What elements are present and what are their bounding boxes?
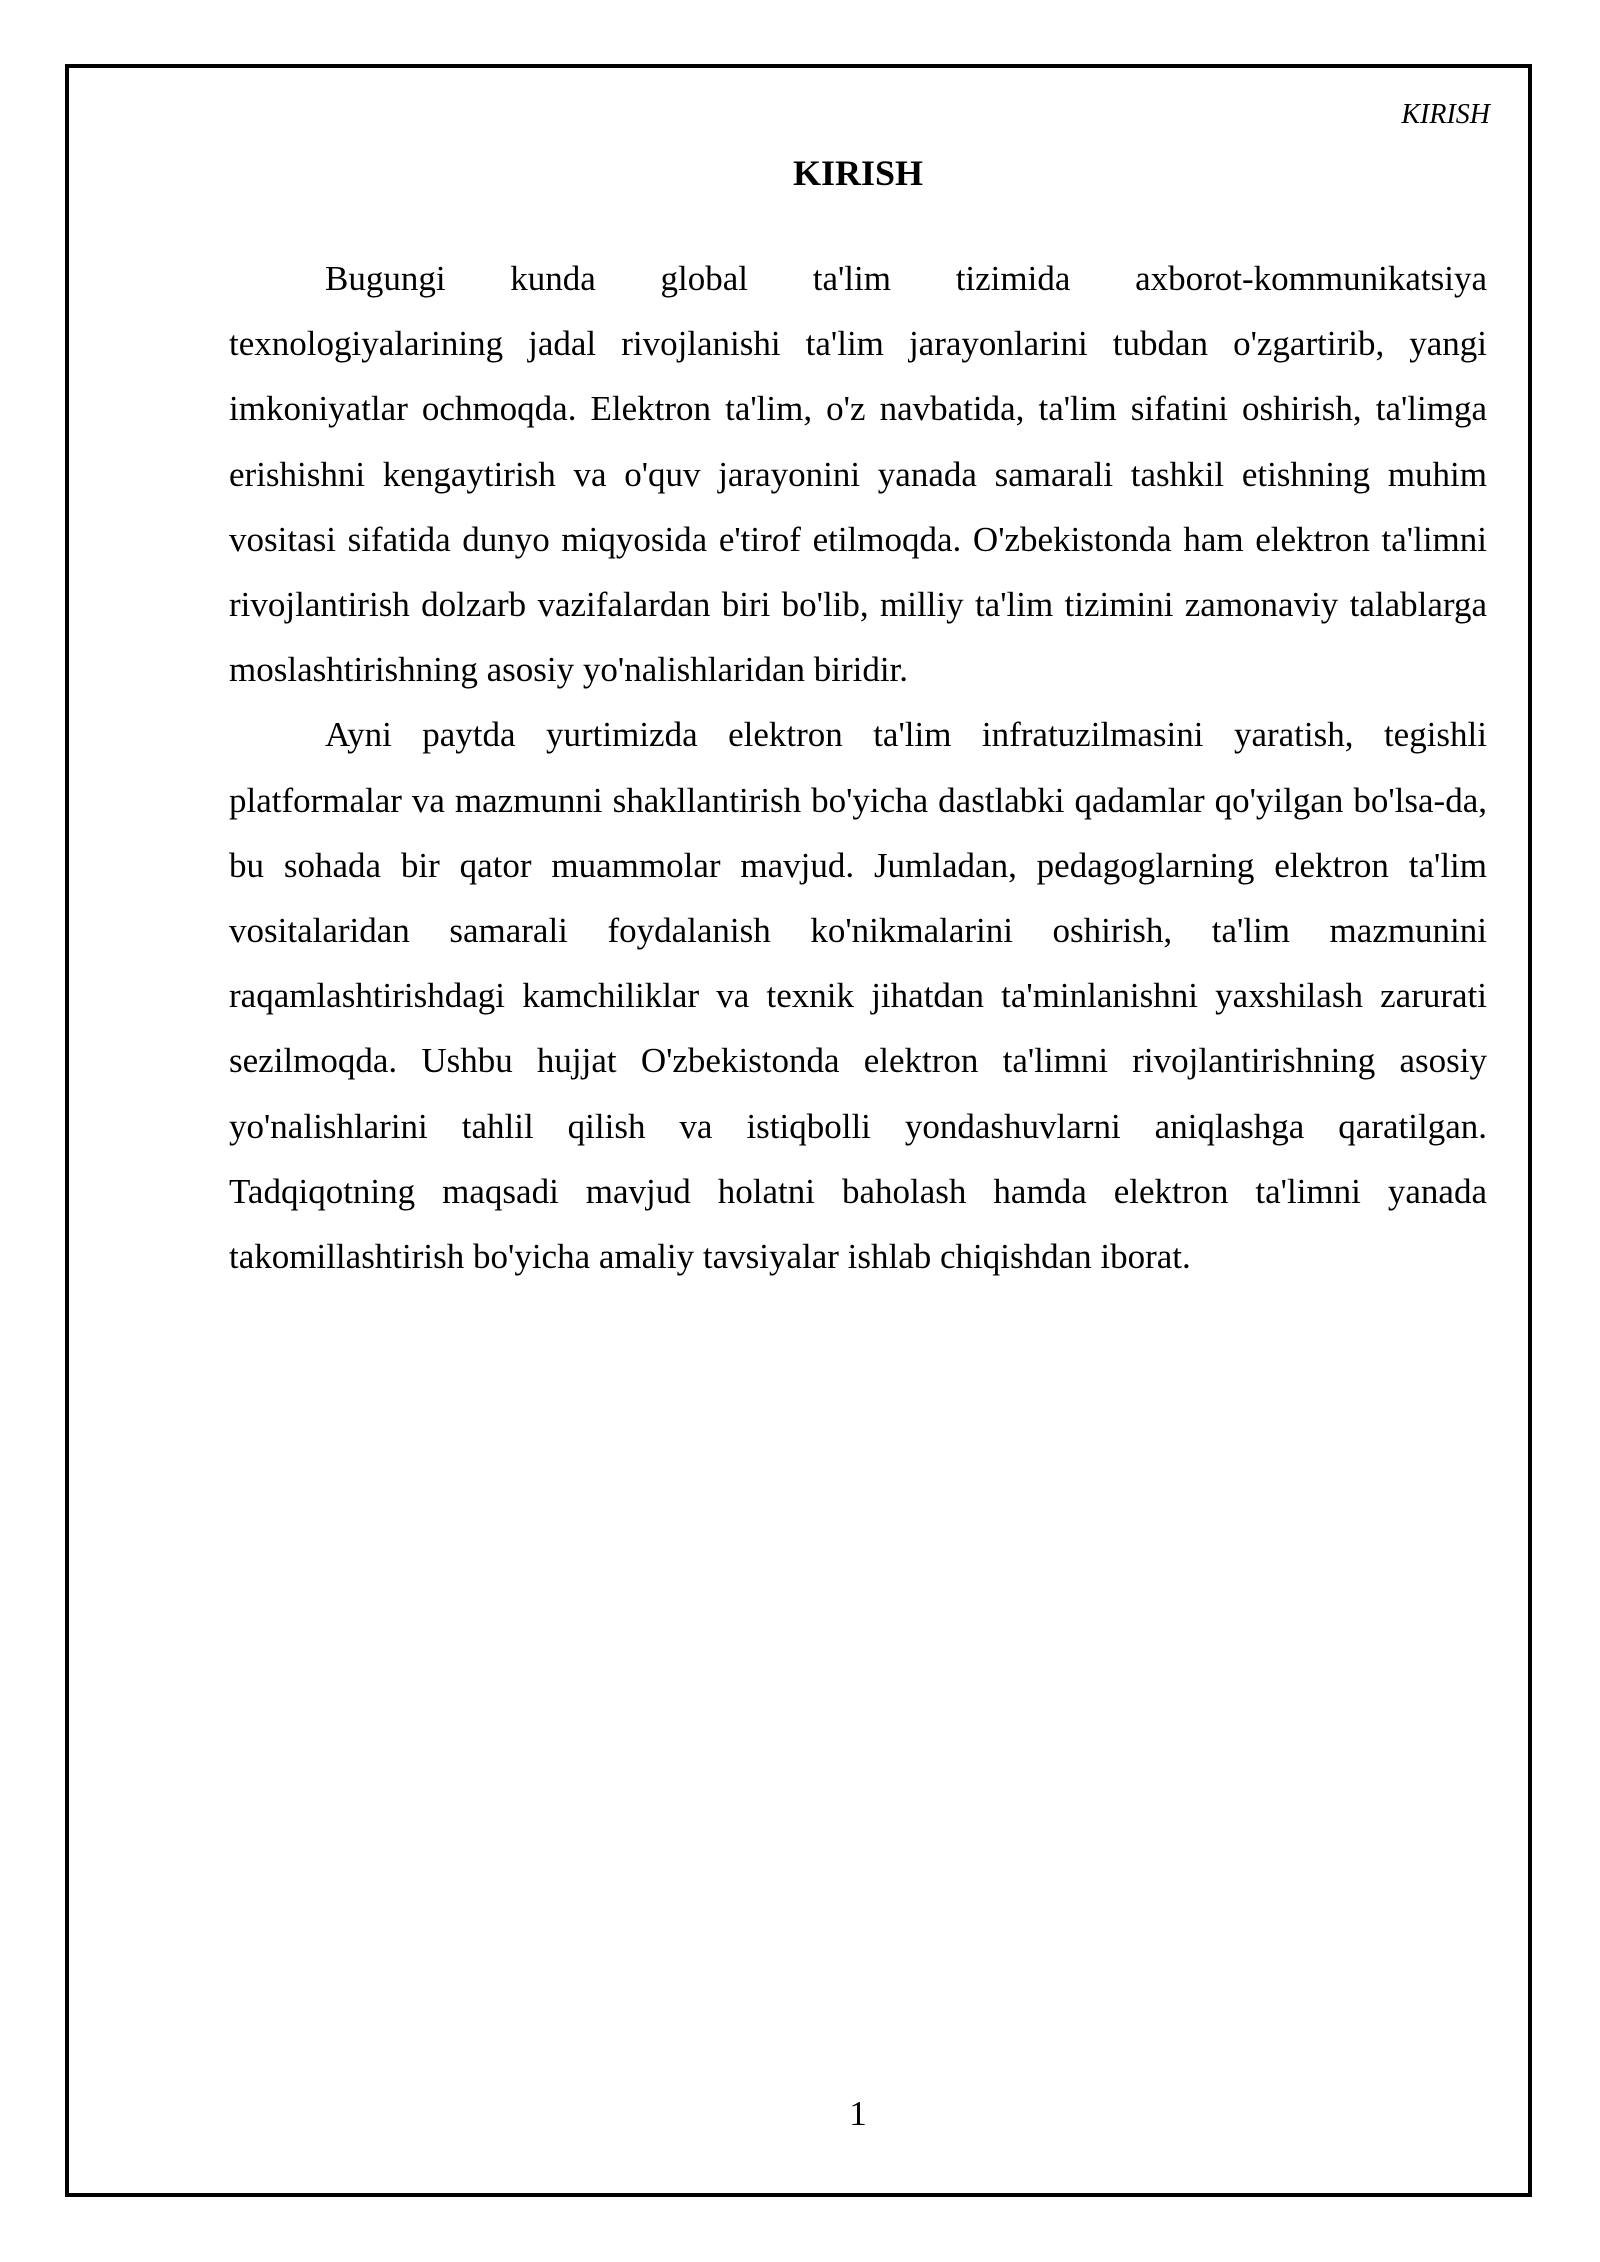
page-title-text: KIRISH: [792, 153, 924, 193]
paragraph-2: Ayni paytda yurtimizda elektron ta'lim infratuzilmasini yaratish, tegishli platformalar va mazmunni shakllantirish bo'yicha dastlabki qadamlar qo'yilgan bo'lsa-da, bu sohada bir qator muammolar mavjud. Jumladan, pedagoglarning elektron ta'lim vositalaridan samarali foydalanish ko'nikmalarini oshirish, ta'lim mazmunini raqamlashtirishdagi kamchiliklar va texnik jihatdan ta'minlanishni yaxshilash zarurati sezilmoqda. Ushbu hujjat O'zbekistonda elektron ta'limni rivojlantirishning asosiy yo'nalishlarini tahlil qilish va istiqbolli yondashuvlarni aniqlashga qaratilgan. Tadqiqotning maqsadi mavjud holatni baholash hamda elektron ta'limni yanada takomillashtirish bo'yicha amaliy tavsiyalar ishlab chiqishdan iborat.: [229, 715, 1487, 1277]
paragraph-1: Bugungi kunda global ta'lim tizimida axborot-kommunikatsiya texnologiyalarining jadal rivojlanishi ta'lim jarayonlarini tubdan o'zgartirib, yangi imkoniyatlar ochmoqda. Elektron ta'lim, o'z navbatida, ta'lim sifatini oshirish, ta'limga erishishni kengaytirish va o'quv jarayonini yanada samarali tashkil etishning muhim vositasi sifatida dunyo miqyosida e'tirof etilmoqda. O'zbekistonda ham elektron ta'limni rivojlantirish dolzarb vazifalardan biri bo'lib, milliy ta'lim tizimini zamonaviy talablarga moslashtirishning asosiy yo'nalishlaridan biridir.: [229, 259, 1487, 690]
page-number: 1: [849, 2094, 867, 2133]
running-header: KIRISH: [1401, 99, 1490, 130]
document-body: [229, 246, 1487, 1289]
page-title: [0, 150, 1600, 196]
